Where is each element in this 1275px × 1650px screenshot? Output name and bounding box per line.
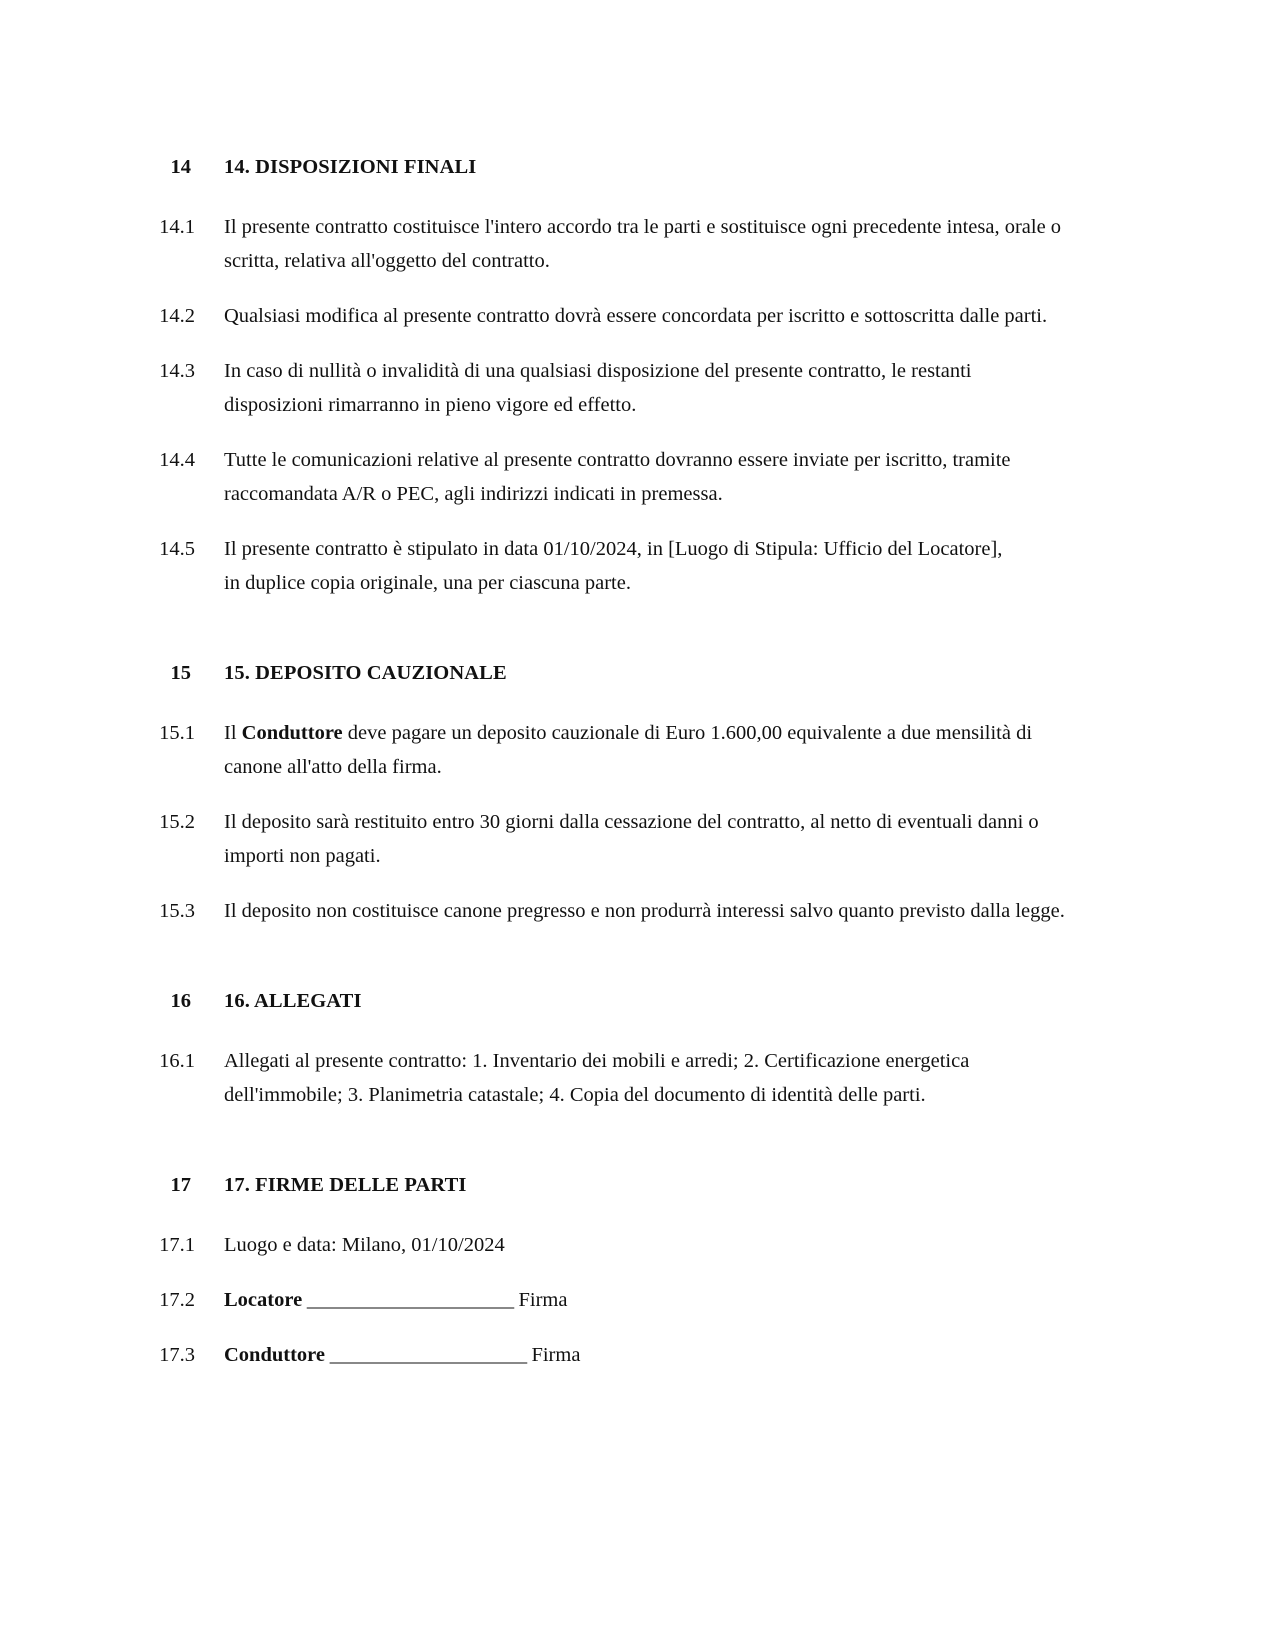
clause-text-14-5: Il presente contratto è stipulato in data 01/10/2024, in [Luogo di Stipula: Ufficio del Locatore], in duplice copia originale, una per ciascuna parte. (224, 538, 1003, 594)
signature-word-locatore: Firma (518, 1289, 568, 1311)
clause-number-14-4: 14.4 (159, 449, 195, 471)
clause-number-17-2: 17.2 (159, 1289, 195, 1311)
section-heading-17 (133, 1168, 1070, 1202)
section-17 (133, 1168, 1070, 1372)
clause-15-3 (133, 894, 1070, 928)
section-title-14: 14. DISPOSIZIONI FINALI (224, 156, 477, 178)
section-heading-15 (133, 656, 1070, 690)
clause-number-17-3: 17.3 (159, 1344, 195, 1366)
clause-14-3 (133, 354, 1070, 422)
clause-17-2 (133, 1283, 1070, 1317)
clause-number-15-1: 15.1 (159, 722, 195, 744)
section-heading-16 (133, 984, 1070, 1018)
clause-number-14-3: 14.3 (159, 360, 195, 382)
clause-14-2 (133, 299, 1070, 333)
clause-number-16-1: 16.1 (159, 1050, 195, 1072)
signature-line-locatore (195, 1283, 1070, 1317)
section-title-17: 17. FIRME DELLE PARTI (224, 1174, 467, 1196)
signature-blank-conduttore[interactable]: ____________________ (325, 1344, 532, 1366)
clause-17-3 (133, 1338, 1070, 1372)
section-number-14: 14 (170, 156, 191, 178)
clause-text-14-3: In caso di nullità o invalidità di una qualsiasi disposizione del presente contratto, le restanti disposizioni rimarranno in pieno vigore ed effetto. (224, 360, 972, 416)
clause-number-15-2: 15.2 (159, 811, 195, 833)
clause-text-15-1 (195, 716, 1070, 784)
section-16 (133, 984, 1070, 1112)
clause-text-14-2: Qualsiasi modifica al presente contratto dovrà essere concordata per iscritto e sottoscritta dalle parti. (224, 305, 1048, 327)
clause-text-14-1: Il presente contratto costituisce l'intero accordo tra le parti e sostituisce ogni precedente intesa, orale o scritta, relativa all'oggetto del contratto. (224, 216, 1062, 272)
clause-15-1 (133, 716, 1070, 784)
clause-15-1-prefix: Il (224, 722, 242, 744)
clause-14-1 (133, 210, 1070, 278)
clause-15-1-suffix: deve pagare un deposito cauzionale di Euro 1.600,00 equivalente a due mensilità di canone all'atto della firma. (224, 722, 1033, 778)
clause-number-14-1: 14.1 (159, 216, 195, 238)
clause-15-2 (133, 805, 1070, 873)
section-14 (133, 150, 1070, 600)
section-number-17: 17 (170, 1174, 191, 1196)
clause-16-1 (133, 1044, 1070, 1112)
signature-label-locatore: Locatore (224, 1289, 303, 1311)
clause-text-15-3: Il deposito non costituisce canone pregresso e non produrrà interessi salvo quanto previsto dalla legge. (224, 900, 1065, 922)
clause-15-1-bold-term: Conduttore (241, 722, 343, 744)
signature-line-conduttore (195, 1338, 1070, 1372)
clause-number-14-2: 14.2 (159, 305, 195, 327)
clause-number-14-5: 14.5 (159, 538, 195, 560)
section-title-15: 15. DEPOSITO CAUZIONALE (224, 662, 507, 684)
clause-text-14-4: Tutte le comunicazioni relative al presente contratto dovranno essere inviate per iscritto, tramite raccomandata A/R o PEC, agli indirizzi indicati in premessa. (224, 449, 1011, 505)
signature-label-conduttore: Conduttore (224, 1344, 325, 1366)
clause-text-17-1: Luogo e data: Milano, 01/10/2024 (224, 1234, 505, 1256)
section-number-15: 15 (170, 662, 191, 684)
clause-number-15-3: 15.3 (159, 900, 195, 922)
section-heading-14 (133, 150, 1070, 184)
clause-14-5 (133, 532, 1070, 600)
clause-text-16-1: Allegati al presente contratto: 1. Inventario dei mobili e arredi; 2. Certificazione energetica dell'immobile; 3. Planimetria catastale; 4. Copia del documento di identità delle parti. (224, 1050, 970, 1106)
section-number-16: 16 (170, 990, 191, 1012)
clause-14-4 (133, 443, 1070, 511)
clause-text-15-2: Il deposito sarà restituito entro 30 giorni dalla cessazione del contratto, al netto di eventuali danni o importi non pagati. (224, 811, 1039, 867)
clause-17-1 (133, 1228, 1070, 1262)
signature-blank-locatore[interactable]: _____________________ (302, 1289, 519, 1311)
clause-number-17-1: 17.1 (159, 1234, 195, 1256)
signature-word-conduttore: Firma (531, 1344, 581, 1366)
section-title-16: 16. ALLEGATI (224, 990, 362, 1012)
section-15 (133, 656, 1070, 928)
